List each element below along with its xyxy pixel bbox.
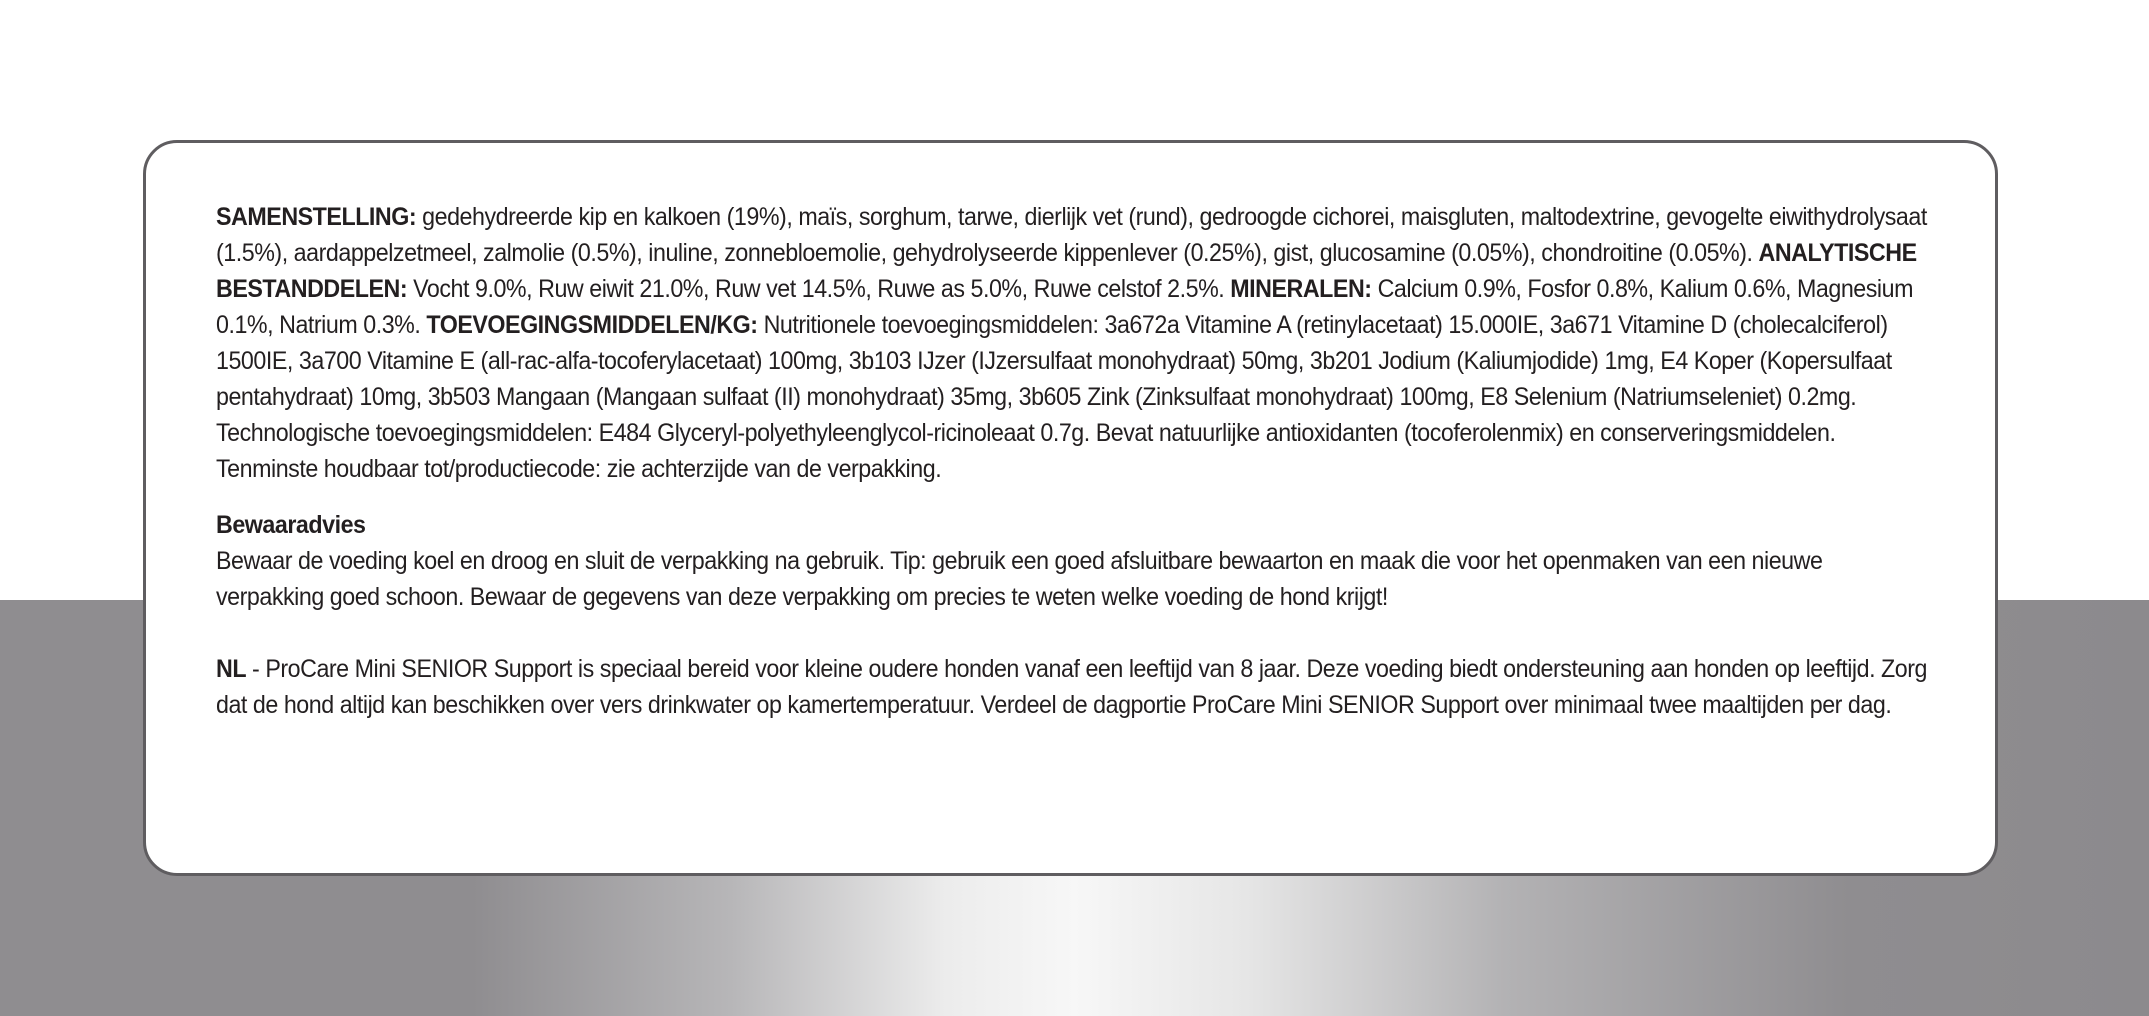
storage-text: Bewaar de voeding koel en droog en sluit de verpakking na gebruik. Tip: gebruik een goed afsluitbare bewaarton en maak die voor het openmaken van een nieuwe verpakking goed schoon. Bewaar de gegevens van deze verpakking om precies te weten welke voeding de hond krijgt!	[216, 547, 1823, 611]
spacer	[216, 615, 1925, 651]
analytical-heading: ANALYTISCHE BESTANDDELEN:	[216, 239, 1917, 303]
additives-heading: TOEVOEGINGSMIDDELEN/KG:	[426, 311, 758, 339]
composition-heading: SAMENSTELLING:	[216, 203, 417, 231]
minerals-text: Calcium 0.9%, Fosfor 0.8%, Kalium 0.6%, Magnesium 0.1%, Natrium 0.3%.	[216, 275, 1914, 339]
spacer	[216, 487, 1925, 507]
description-paragraph	[216, 651, 1932, 723]
storage-heading: Bewaaradvies	[216, 511, 366, 539]
language-code: NL	[216, 655, 247, 683]
additives-text: Nutritionele toevoegingsmiddelen: 3a672a Vitamine A (retinylacetaat) 15.000IE, 3a671 Vitamine D (cholecalciferol) 1500IE, 3a700 Vitamine E (all-rac-alfa-tocoferylacetaat) 100mg, 3b103 IJzer (IJzersulfaat monohydraat) 50mg, 3b201 Jodium (Kaliumjodide) 1mg, E4 Koper (Kopersulfaat pentahydraat) 10mg, 3b503 Mangaan (Mangaan sulfaat (II) monohydraat) 35mg, 3b605 Zink (Zinksulfaat monohydraat) 100mg, E8 Selenium (Natriumseleniet) 0.2mg. Technologische toevoegingsmiddelen: E484 Glyceryl-polyethyleenglycol-ricinoleaat 0.7g. Bevat natuurlijke antioxidanten (tocoferolenmix) en conserveringsmiddelen. Tenminste houdbaar tot/productiecode: zie achterzijde van de verpakking.	[216, 311, 1892, 483]
analytical-text: Vocht 9.0%, Ruw eiwit 21.0%, Ruw vet 14.5%, Ruwe as 5.0%, Ruwe celstof 2.5%.	[407, 275, 1231, 303]
composition-text: gedehydreerde kip en kalkoen (19%), maïs, sorghum, tarwe, dierlijk vet (rund), gedroogde cichorei, maisgluten, maltodextrine, gevogelte eiwithydrolysaat (1.5%), aardappelzetmeel, zalmolie (0.5%), inuline, zonnebloemolie, gehydrolyseerde kippenlever (0.25%), gist, glucosamine (0.05%), chondroitine (0.05%).	[216, 203, 1927, 267]
minerals-heading: MINERALEN:	[1230, 275, 1372, 303]
description-text: - ProCare Mini SENIOR Support is speciaal bereid voor kleine oudere honden vanaf een leeftijd van 8 jaar. Deze voeding biedt ondersteuning aan honden op leeftijd. Zorg dat de hond altijd kan beschikken over vers drinkwater op kamertemperatuur. Verdeel de dagportie ProCare Mini SENIOR Support over minimaal twee maaltijden per dag.	[216, 655, 1928, 719]
label-text-panel	[143, 140, 1998, 876]
ingredients-paragraph	[216, 199, 1932, 487]
